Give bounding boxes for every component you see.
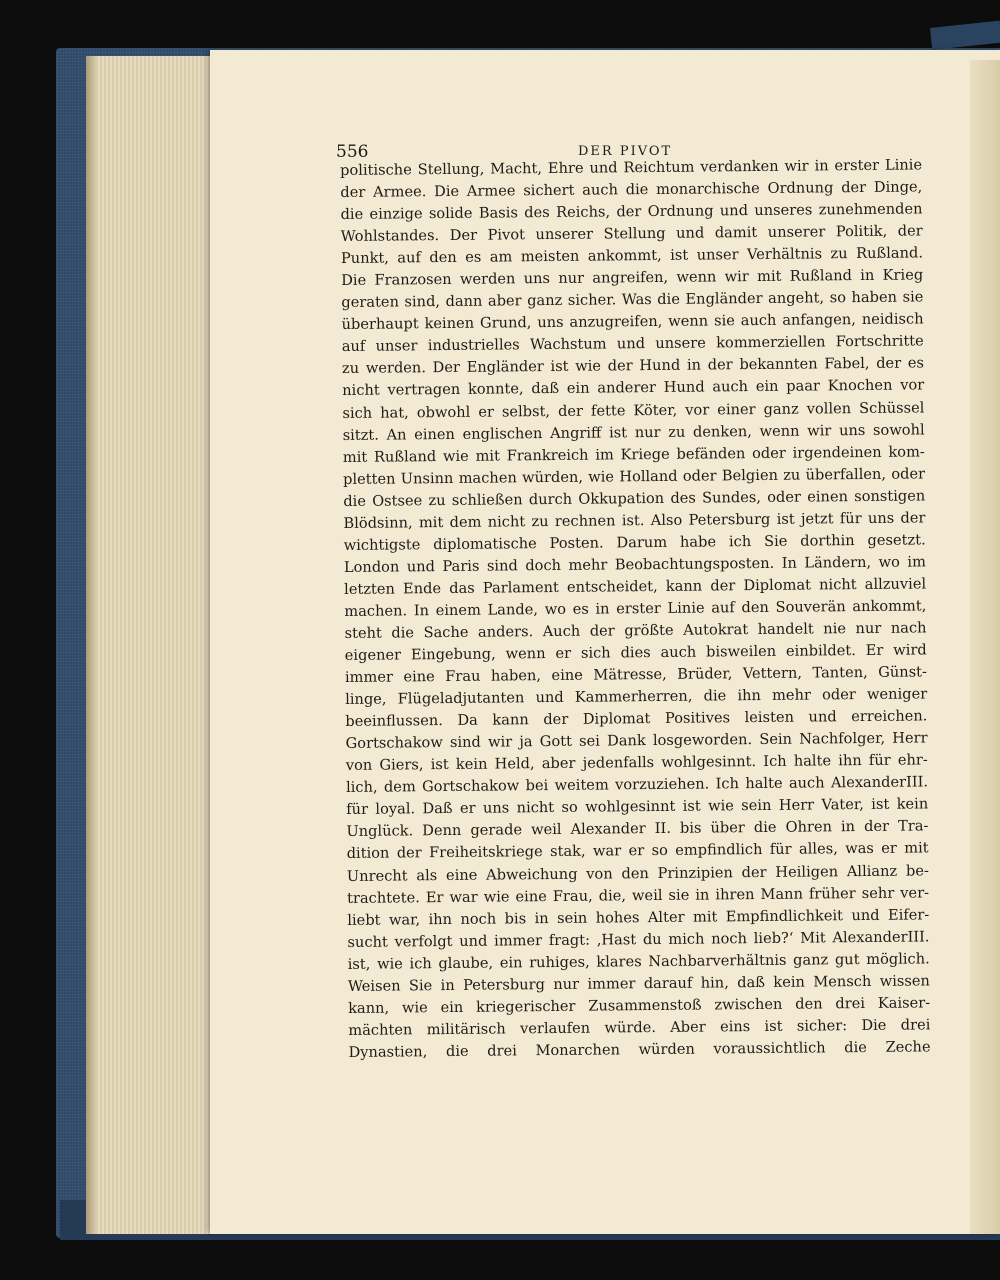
text-line: mächten militärisch verlaufen würde. Aber eins ist sicher: Die drei xyxy=(348,1016,931,1039)
text-line: machen. In einem Lande, wo es in erster Linie auf den Souverän ankommt, xyxy=(344,597,927,620)
text-line: linge, Flügeladjutanten und Kammerherren, die ihn mehr oder weniger xyxy=(345,685,928,709)
text-line: auf unser industrielles Wachstum und unsere kommerziellen Fortschritte xyxy=(341,332,924,356)
text-line: Weisen Sie in Petersburg nur immer darauf hin, daß kein Mensch wissen xyxy=(347,972,930,995)
text-line: Dynastien, die drei Monarchen würden voraussichtlich die Zeche xyxy=(348,1038,931,1061)
text-line: liebt war, ihn noch bis in sein hohes Alter mit Empfindlichkeit und Eifer- xyxy=(347,905,930,929)
text-line: mit Rußland wie mit Frankreich im Kriege befänden oder irgendeinen kom- xyxy=(342,443,925,466)
text-line: zu werden. Der Engländer ist wie der Hund in der bekannten Fabel, der es xyxy=(341,354,925,378)
page-stack-shadow xyxy=(86,56,96,1234)
text-line: immer eine Frau haben, eine Mätresse, Brüder, Vettern, Tanten, Günst- xyxy=(344,663,928,687)
text-line: geraten sind, dann aber ganz sicher. Was die Engländer angeht, so haben sie xyxy=(341,288,924,312)
text-line: ist, wie ich glaube, ein ruhiges, klares Nachbarverhältnis ganz gut möglich. xyxy=(347,950,930,973)
text-line: trachtete. Er war wie eine Frau, die, weil sie in ihren Mann früher sehr ver- xyxy=(347,883,930,907)
text-line: kann, wie ein kriegerischer Zusammenstoß zwischen den drei Kaiser- xyxy=(348,994,931,1017)
text-line: dition der Freiheitskriege stak, war er so empfindlich für alles, was er mit xyxy=(346,839,929,863)
text-line: von Giers, ist kein Held, aber jedenfalls wohlgesinnt. Ich halte ihn für ehr- xyxy=(345,751,928,775)
text-line: steht die Sache anders. Auch der größte Autokrat handelt nie nur nach xyxy=(344,619,927,642)
text-line: sucht verfolgt und immer fragt: ‚Hast du mich noch lieb?‘ Mit AlexanderIII. xyxy=(347,928,930,951)
text-line: Wohlstandes. Der Pivot unserer Stellung und damit unserer Politik, der xyxy=(340,222,923,246)
text-line: nicht vertragen konnte, daß ein anderer Hund auch ein paar Knochen vor xyxy=(342,376,925,400)
text-line: Gortschakow sind wir ja Gott sei Dank losgeworden. Sein Nachfolger, Herr xyxy=(345,729,928,753)
text-line: die einzige solide Basis des Reichs, der Ordnung und unseres zunehmenden xyxy=(340,200,923,224)
text-line: Unglück. Denn gerade weil Alexander II. bis über die Ohren in der Tra- xyxy=(346,817,929,841)
text-line: lich, dem Gortschakow bei weitem vorzuziehen. Ich halte auch AlexanderIII. xyxy=(345,773,929,797)
page-stack-edge xyxy=(86,56,217,1234)
text-line: letzten Ende das Parlament entscheidet, kann der Diplomat nicht allzuviel xyxy=(344,575,927,598)
text-line: Die Franzosen werden uns nur angreifen, wenn wir mit Rußland in Krieg xyxy=(341,266,924,290)
page-number: 556 xyxy=(336,142,369,162)
running-head: DER PIVOT xyxy=(578,144,673,159)
text-line: überhaupt keinen Grund, uns anzugreifen, wenn sie auch anfangen, neidisch xyxy=(341,310,924,334)
text-line: pletten Unsinn machen würden, wie Holland oder Belgien zu überfallen, oder xyxy=(342,465,926,488)
text-line: wichtigste diplomatische Posten. Darum habe ich Sie dorthin gesetzt. xyxy=(343,531,926,554)
text-line: London und Paris sind doch mehr Beobachtungsposten. In Ländern, wo im xyxy=(343,553,926,576)
text-line: für loyal. Daß er uns nicht so wohlgesinnt ist wie sein Herr Vater, ist kein xyxy=(346,795,929,819)
text-line: Unrecht als eine Abweichung von den Prinzipien der Heiligen Allianz be- xyxy=(346,861,929,885)
text-line: politische Stellung, Macht, Ehre und Reichtum verdanken wir in erster Linie xyxy=(340,156,923,179)
page-fore-edge xyxy=(970,60,1000,1234)
text-line: die Ostsee zu schließen durch Okkupation des Sundes, oder einen sonstigen xyxy=(343,487,926,510)
text-line: sich hat, obwohl er selbst, der fette Köter, vor einer ganz vollen Schüssel xyxy=(342,398,925,422)
text-line: beeinflussen. Da kann der Diplomat Positives leisten und erreichen. xyxy=(345,707,928,731)
text-line: Blödsinn, mit dem nicht zu rechnen ist. Also Petersburg ist jetzt für uns der xyxy=(343,509,926,532)
text-line: sitzt. An einen englischen Angriff ist nur zu denken, wenn wir uns sowohl xyxy=(342,420,925,444)
bookmark-ribbon xyxy=(930,21,1000,50)
text-line: der Armee. Die Armee sichert auch die monarchische Ordnung der Dinge, xyxy=(340,178,923,202)
body-text xyxy=(340,154,931,1063)
text-line: eigener Eingebung, wenn er sich dies auch bisweilen einbildet. Er wird xyxy=(344,641,927,665)
text-line: Punkt, auf den es am meisten ankommt, ist unser Verhältnis zu Rußland. xyxy=(340,244,924,268)
